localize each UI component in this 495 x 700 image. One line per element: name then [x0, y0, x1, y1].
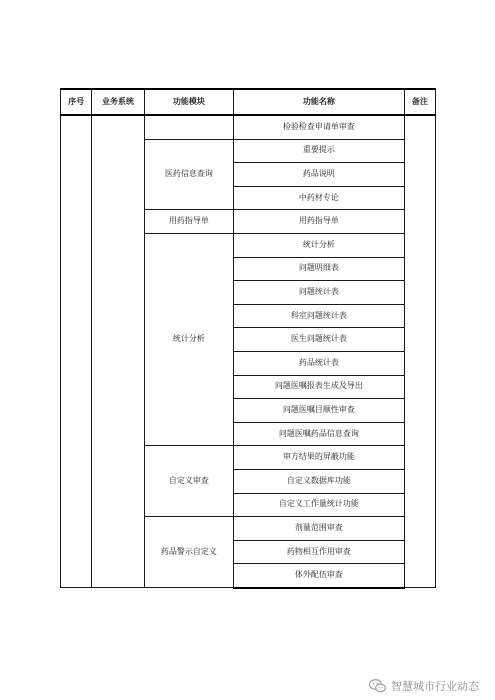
- module-cell: 统计分析: [144, 233, 233, 445]
- function-cell: 问题明细表: [233, 257, 404, 281]
- function-cell: 审方结果的屏蔽功能: [233, 446, 404, 470]
- function-cell: 自定义工作量统计功能: [233, 493, 404, 517]
- module-cell: [144, 115, 233, 139]
- wechat-icon: [369, 679, 386, 693]
- note-cell: [404, 115, 435, 588]
- function-cell: 问题医嘱目顺性审查: [233, 399, 404, 423]
- header-module: 功能模块: [144, 89, 233, 115]
- function-cell: 统计分析: [233, 233, 404, 257]
- function-cell: 医生问题统计表: [233, 328, 404, 352]
- function-cell: 中药材专论: [233, 186, 404, 210]
- module-cell: 用药指导单: [144, 210, 233, 234]
- function-cell: 药品说明: [233, 163, 404, 187]
- module-cell: 医药信息查询: [144, 139, 233, 210]
- table-row: [61, 115, 436, 139]
- header-system: 业务系统: [92, 89, 145, 115]
- function-table: [60, 88, 436, 589]
- function-cell: 科室问题统计表: [233, 304, 404, 328]
- header-note: 备注: [404, 89, 435, 115]
- header-seq: 序号: [61, 89, 92, 115]
- watermark: [369, 678, 479, 694]
- function-cell: 问题医嘱报表生成及导出: [233, 375, 404, 399]
- seq-cell: [61, 115, 92, 588]
- function-cell: 用药指导单: [233, 210, 404, 234]
- function-cell: 药品统计表: [233, 351, 404, 375]
- function-cell: 问题统计表: [233, 281, 404, 305]
- module-cell: 自定义审查: [144, 446, 233, 517]
- system-cell: [92, 115, 145, 588]
- function-cell: 自定义数据库功能: [233, 469, 404, 493]
- function-cell: 问题医嘱药品信息查询: [233, 422, 404, 446]
- function-cell: 体外配伍审查: [233, 564, 404, 588]
- module-cell: 药品警示自定义: [144, 517, 233, 588]
- function-cell: 药物相互作用审查: [233, 540, 404, 564]
- function-cell: 剂量范围审查: [233, 517, 404, 541]
- table-header-row: [61, 89, 436, 115]
- header-function: 功能名称: [233, 89, 404, 115]
- watermark-text: 智慧城市行业动态: [391, 680, 479, 693]
- function-cell: 检验检查申请单审查: [233, 115, 404, 139]
- function-cell: 重要提示: [233, 139, 404, 163]
